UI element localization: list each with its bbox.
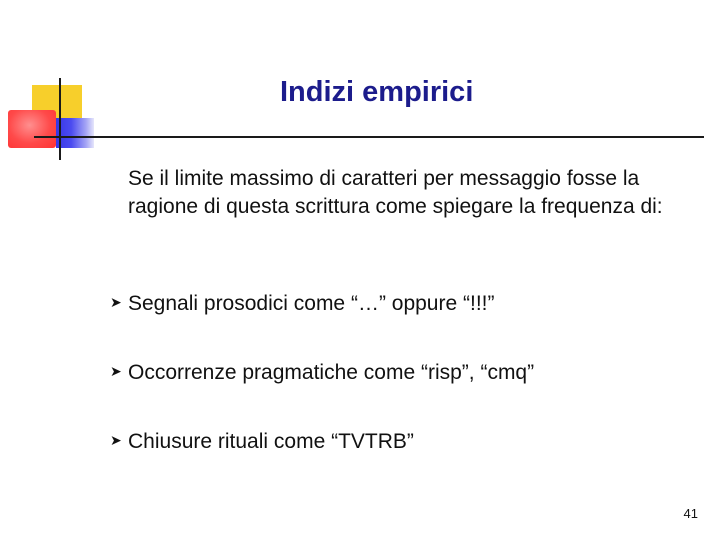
blue-square <box>56 118 94 148</box>
arrowhead-bullet-icon: ➤ <box>110 432 122 448</box>
red-square <box>8 110 56 148</box>
page-number: 41 <box>683 506 698 521</box>
arrowhead-bullet-icon: ➤ <box>110 294 122 310</box>
decorative-logo <box>0 0 110 170</box>
slide-title: Indizi empirici <box>280 76 474 108</box>
title-underline <box>34 136 704 138</box>
intro-paragraph: Se il limite massimo di caratteri per messaggio fosse la ragione di questa scrittura come spiegare la frequenza di: <box>128 167 663 218</box>
arrowhead-bullet-icon: ➤ <box>110 363 122 379</box>
vertical-rule <box>59 78 61 160</box>
bullet-text: Chiusure rituali come “TVTRB” <box>128 430 414 453</box>
bullet-text: Occorrenze pragmatiche come “risp”, “cmq” <box>128 361 535 384</box>
bullet-text: Segnali prosodici come “…” oppure “!!!” <box>128 292 495 315</box>
